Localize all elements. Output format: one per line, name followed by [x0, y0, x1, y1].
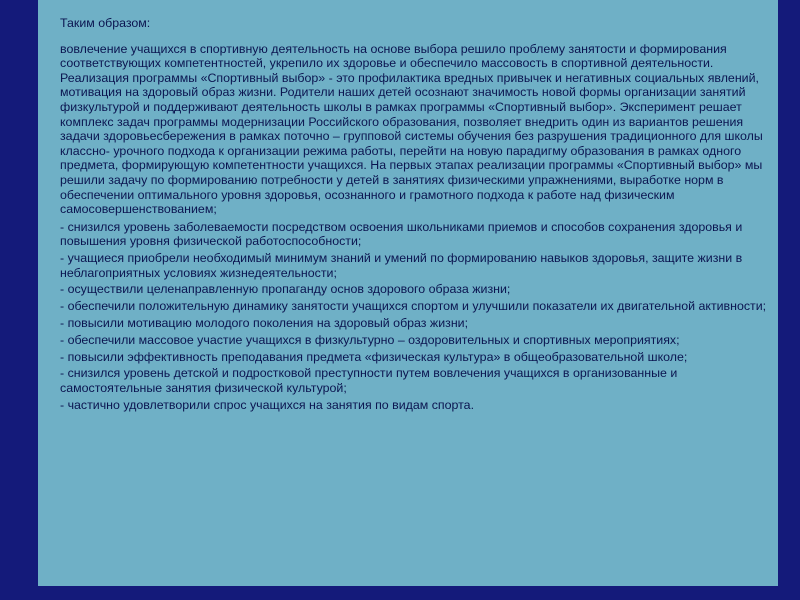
result-item: - частично удовлетворили спрос учащихся на занятия по видам спорта. — [60, 397, 475, 412]
result-item: - повысили эффективность преподавания предмета «физическая культура» в общеобразовательной школе; — [60, 349, 688, 364]
intro-paragraph: вовлечение учащихся в спортивную деятельность на основе выбора решило проблему занятости и формирования соответствующих компетентностей, укрепило их здоровье и обеспечило массовость в спортивной деятельности. Реализация программы «Спортивный выбор» - это профилактика вредных привычек и негативных социальных явлений, мотивация на здоровый образ жизни. Родители наших детей осознают значимость новой формы организации занятий физкультурой и поддерживают деятельность школы в рамках программы «Спортивный выбор». Эксперимент решает комплекс задач программы модернизации Российского образования, позволяет внедрить один из вариантов решения задачи здоровьесбережения в рамках поточно – групповой системы обучения без разрушения традиционного для школы классно- урочного подхода к организации режима работы, перейти на новую парадигму образования в рамках одного предмета, формирующую компетентности учащихся. На первых этапах реализации программы «Спортивный выбор» мы решили задачу по формированию потребности у детей в занятиях физическими упражнениями, выработке норм в обеспечении оптимального уровня здоровья, осознанного и грамотного подхода к работе над физическим самосовершенствованием; — [60, 41, 763, 217]
result-item: - снизился уровень заболеваемости посредством освоения школьниками приемов и способов сохранения здоровья и повышения уровня физической работоспособности; — [60, 219, 743, 249]
result-item: - учащиеся приобрели необходимый минимум знаний и умений по формированию навыков здоровья, защите жизни в неблагоприятных условиях жизнедеятельности; — [60, 251, 743, 280]
result-item: - снизился уровень детской и подростковой преступности путем вовлечения учащихся в организованные и самостоятельные занятия физической культурой; — [60, 366, 678, 395]
slide-text — [60, 16, 776, 415]
result-item: - обеспечили положительную динамику занятости учащихся спортом и улучшили показатели их двигательной активности; — [60, 299, 767, 314]
result-item: - обеспечили массовое участие учащихся в физкультурно – оздоровительных и спортивных мероприятиях; — [60, 332, 680, 347]
result-item: - осуществили целенаправленную пропаганду основ здорового образа жизни; — [60, 282, 511, 297]
result-item: - повысили мотивацию молодого поколения на здоровый образ жизни; — [60, 316, 469, 331]
slide-heading: Таким образом: — [60, 16, 151, 30]
